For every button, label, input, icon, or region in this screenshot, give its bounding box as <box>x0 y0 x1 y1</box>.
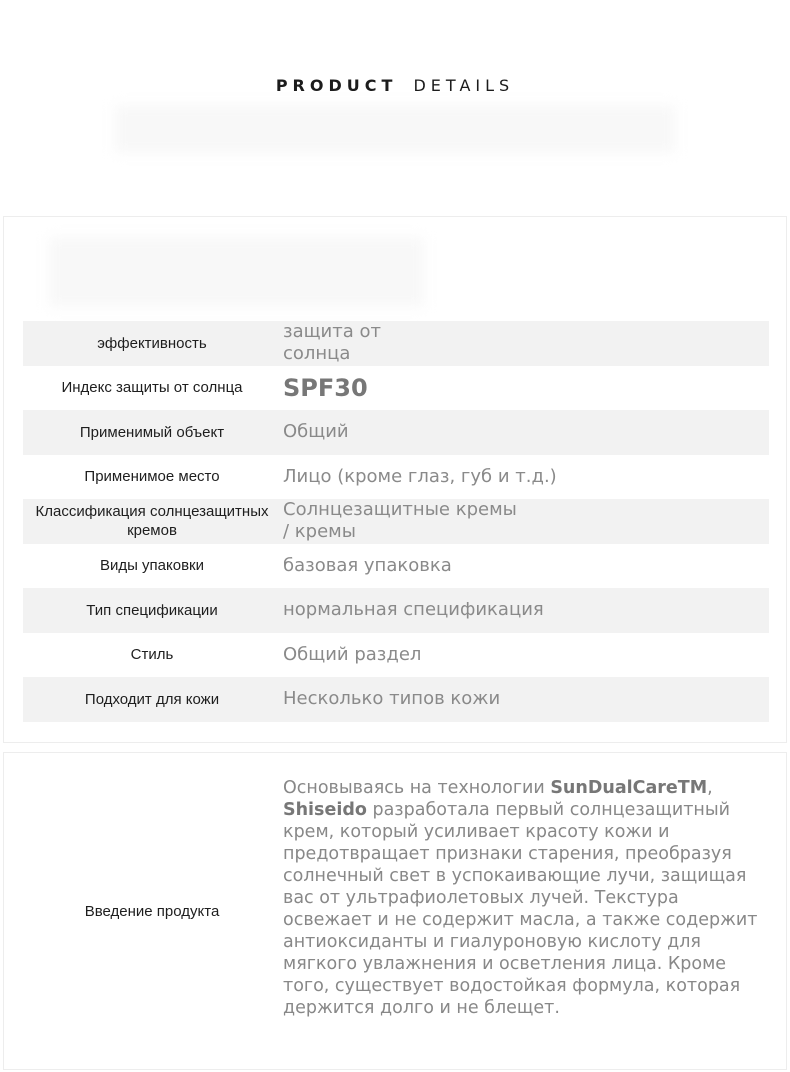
spec-value-text: Солнцезащитные кремы / кремы <box>283 499 517 543</box>
heading-strong: PRODUCT <box>275 76 398 95</box>
spec-row-skin <box>23 677 769 722</box>
spec-value: Несколько типов кожи <box>283 688 501 710</box>
specs-table <box>23 321 769 722</box>
spec-label: Тип спецификации <box>86 601 218 619</box>
spec-value: нормальная спецификация <box>283 599 544 621</box>
spec-row-spec-type <box>23 588 769 633</box>
spec-label: эффективность <box>97 334 207 352</box>
heading-light: DETAILS <box>413 76 515 95</box>
spec-label: Классификация солнцезащитных кремов <box>35 503 269 540</box>
spec-row-classification <box>23 499 769 544</box>
spec-row-spf <box>23 366 769 411</box>
spec-value-text: защита от солнца <box>283 321 381 365</box>
intro-brand-tech: SunDualCareTM <box>550 778 708 798</box>
spec-row-area <box>23 455 769 500</box>
spec-label: Применимый объект <box>79 423 225 441</box>
intro-card <box>3 752 787 1070</box>
spec-value: базовая упаковка <box>283 554 452 576</box>
spec-value <box>283 321 759 366</box>
spec-row-effectiveness <box>23 321 769 366</box>
intro-comma: , <box>707 778 713 798</box>
spec-value: SPF30 <box>283 373 368 402</box>
specs-card <box>3 216 787 743</box>
intro-brand: Shiseido <box>283 800 367 820</box>
intro-text-start: Основываясь на технологии <box>283 778 551 798</box>
spec-row-target <box>23 410 769 455</box>
spec-label: Применимое место <box>84 468 220 486</box>
decorative-blur <box>115 105 675 153</box>
intro-text-end: разработала первый солнцезащитный крем, который усиливает красоту кожи и предотвращает признаки старения, преобразуя солнечный свет в успокаивающие лучи, защищая вас от ультрафиолетовых лучей. Текстура освежает и не содержит масла, а также содержит антиоксиданты и гиалуроновую кислоту для мягкого увлажнения и осветления лица. Кроме того, существует водостойкая формула, которая держится долго и не блещет. <box>283 800 758 1018</box>
spec-label: Виды упаковки <box>99 557 205 575</box>
spec-value: Лицо (кроме глаз, губ и т.д.) <box>283 465 557 487</box>
intro-text <box>283 777 765 1019</box>
spec-label: Индекс защиты от солнца <box>61 379 243 397</box>
section-heading <box>0 76 790 95</box>
spec-value <box>283 499 759 544</box>
intro-label: Введение продукта <box>84 902 220 920</box>
decorative-blur <box>49 237 424 307</box>
spec-label: Стиль <box>130 646 174 664</box>
spec-value: Общий раздел <box>283 643 422 665</box>
spec-label: Подходит для кожи <box>84 690 220 708</box>
spec-row-packaging <box>23 544 769 589</box>
spec-row-style <box>23 633 769 678</box>
spec-value: Общий <box>283 421 349 443</box>
